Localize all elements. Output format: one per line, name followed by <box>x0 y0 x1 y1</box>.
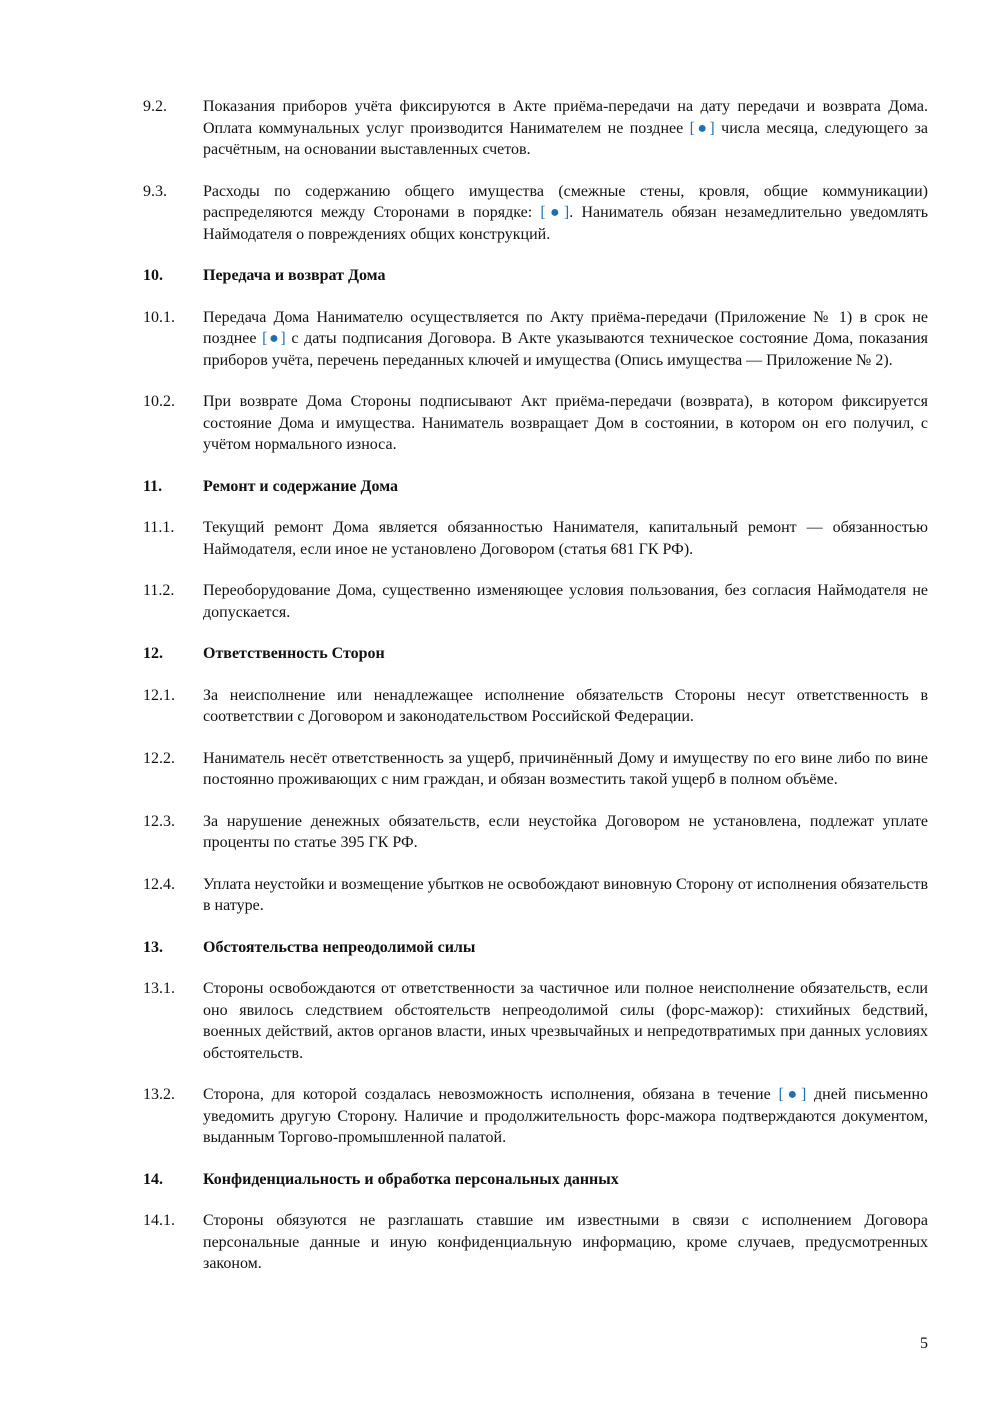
clause-text-part: Расходы по содержанию общего имущества (смежные стены, кровля, общие коммуникации) распределяются между Сторонами в порядке: <box>203 182 928 221</box>
clause-text <box>203 1210 928 1275</box>
clause-text <box>203 748 928 791</box>
clause <box>143 181 928 246</box>
section-heading <box>143 1169 928 1191</box>
section-heading <box>143 643 928 665</box>
clause <box>143 748 928 791</box>
placeholder-field: [●] <box>689 119 715 137</box>
clause-number: 10.1. <box>143 308 175 326</box>
page-number: 5 <box>920 1335 928 1352</box>
clause-number: 9.2. <box>143 98 167 115</box>
section-number: 14. <box>143 1170 163 1188</box>
clause <box>143 580 928 623</box>
clause-number: 13.2. <box>143 1086 175 1103</box>
clause-number: 12.3. <box>143 812 175 830</box>
section-title: Конфиденциальность и обработка персональных данных <box>203 1170 619 1188</box>
clause-text-part: с даты подписания Договора. В Акте указываются техническое состояние Дома, показания приборов учёта, перечень переданных ключей и имущества (Опись имущества — Приложение № 2). <box>203 330 929 369</box>
clause-text <box>203 307 928 372</box>
clause <box>143 874 928 917</box>
clause-text <box>203 517 928 560</box>
clause-text-part: числа месяца, следующего за расчётным, на основании выставленных счетов. <box>203 119 928 158</box>
clause-text <box>203 1084 928 1149</box>
clause-text-part: При возврате Дома Стороны подписывают Акт приёма-передачи (возврата), в котором фиксируется состояние Дома и имущества. Наниматель возвращает Дом в состоянии, в котором он его получил, с учётом нормального износа. <box>203 393 928 453</box>
clause <box>143 517 928 560</box>
clause-text-part: Переоборудование Дома, существенно изменяющее условия пользования, без согласия Наймодателя не допускается. <box>203 582 928 621</box>
clause-number: 13.1. <box>143 980 175 997</box>
placeholder-field: [●] <box>540 204 570 221</box>
clause-text <box>203 96 928 161</box>
clause-text <box>203 811 928 854</box>
clause-number: 11.2. <box>143 582 175 599</box>
clause <box>143 391 928 456</box>
clause-number: 12.1. <box>143 686 175 704</box>
clause-text <box>203 181 928 246</box>
clause-number: 12.4. <box>143 875 175 893</box>
clause <box>143 811 928 854</box>
clause <box>143 685 928 728</box>
clause-text-part: Уплата неустойки и возмещение убытков не освобождают виновную Сторону от исполнения обязательств в натуре. <box>203 875 928 914</box>
clause-number: 10.2. <box>143 393 175 410</box>
section-heading <box>143 476 928 498</box>
clause <box>143 307 928 372</box>
clause-number: 11.1. <box>143 519 175 536</box>
clause-text <box>203 874 928 917</box>
clause-number: 12.2. <box>143 749 175 767</box>
section-title: Передача и возврат Дома <box>203 267 386 284</box>
section-number: 10. <box>143 267 163 284</box>
document-body <box>143 96 928 1295</box>
section-title: Обстоятельства непреодолимой силы <box>203 938 476 956</box>
section-number: 13. <box>143 938 163 956</box>
placeholder-field: [●] <box>778 1086 807 1103</box>
clause-text-part: Показания приборов учёта фиксируются в Акте приёма-передачи на дату передачи и возврата Дома. Оплата коммунальных услуг производится Нанимателем не позднее <box>203 98 928 137</box>
clause-text <box>203 978 928 1064</box>
clause-text-part: Стороны освобождаются от ответственности за частичное или полное неисполнение обязательств, если оно явилось следствием обстоятельств непреодолимой силы (форс-мажор): стихийных бедствий, военных действий, актов органов власти, иных чрезвычайных и непредотвратимых при данных условиях обстоятельств. <box>203 980 928 1062</box>
clause <box>143 978 928 1064</box>
section-heading <box>143 265 928 287</box>
clause-text-part: За нарушение денежных обязательств, если неустойка Договором не установлена, подлежат уплате проценты по статье 395 ГК РФ. <box>203 812 928 851</box>
clause-number: 9.3. <box>143 182 167 200</box>
section-title: Ответственность Сторон <box>203 645 385 662</box>
section-number: 12. <box>143 645 163 662</box>
clause-number: 14.1. <box>143 1212 175 1229</box>
clause-text-part: Стороны обязуются не разглашать ставшие им известными в связи с исполнением Договора персональные данные и иную конфиденциальную информацию, кроме случаев, предусмотренных законом. <box>203 1212 928 1272</box>
clause-text <box>203 685 928 728</box>
clause-text-part: За неисполнение или ненадлежащее исполнение обязательств Стороны несут ответственность в соответствии с Договором и законодательством Российской Федерации. <box>203 686 928 725</box>
clause-text-part: Сторона, для которой создалась невозможность исполнения, обязана в течение <box>203 1086 779 1103</box>
clause-text-part: Передача Дома Нанимателю осуществляется по Акту приёма-передачи (Приложение № 1) в срок не позднее <box>203 308 928 347</box>
clause-text <box>203 580 928 623</box>
clause-text-part: Наниматель несёт ответственность за ущерб, причинённый Дому и имуществу по его вине либо по вине постоянно проживающих с ним граждан, и обязан возместить такой ущерб в полном объёме. <box>203 749 928 788</box>
clause-text-part: Текущий ремонт Дома является обязанностью Нанимателя, капитальный ремонт — обязанностью Наймодателя, если иное не установлено Договором (статья 681 ГК РФ). <box>203 519 928 558</box>
clause-text <box>203 391 928 456</box>
placeholder-field: [●] <box>262 330 286 347</box>
section-heading <box>143 937 928 959</box>
clause-text-part: . Наниматель обязан незамедлительно уведомлять Наймодателя о повреждениях общих конструкций. <box>203 204 929 243</box>
section-number: 11. <box>143 477 163 495</box>
clause <box>143 1084 928 1149</box>
clause <box>143 96 928 161</box>
clause <box>143 1210 928 1275</box>
section-title: Ремонт и содержание Дома <box>203 477 399 495</box>
clause-text-part: дней письменно уведомить другую Сторону. Наличие и продолжительность форс-мажора подтверждаются документом, выданным Торгово-промышленной палатой. <box>203 1086 929 1146</box>
